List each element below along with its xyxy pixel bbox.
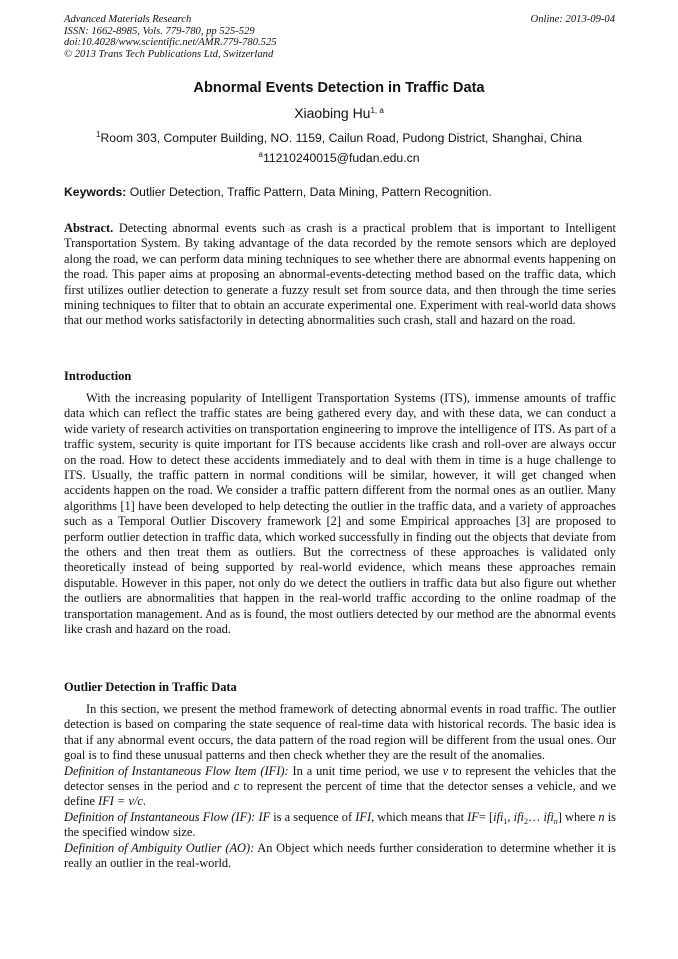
definition-ao: Definition of Ambiguity Outlier (AO): An Object which needs further consideration to determine whether it is really an outlier in the real-world.: [64, 840, 617, 871]
journal-header: [64, 14, 277, 60]
definition-ao-term: Definition of Ambiguity Outlier (AO):: [64, 840, 255, 855]
email-address: 11210240015@fudan.edu.cn: [262, 151, 420, 165]
definition-ifi: Definition of Instantaneous Flow Item (IFI): In a unit time period, we use v to represent the vehicles that the detector senses in the period and c to represent the percent of time that the detector senses a vehicle, and we define IFI = v/c.: [64, 763, 617, 809]
affiliation-text: Room 303, Computer Building, NO. 1159, Cailun Road, Pudong District, Shanghai, China: [100, 131, 582, 145]
copyright-line: © 2013 Trans Tech Publications Ltd, Switzerland: [64, 48, 274, 60]
abstract: [64, 221, 616, 329]
abstract-text: Detecting abnormal events such as crash is a practical problem that is important to Intelligent Transportation System. By taking advantage of the data recorded by the remote sensors which are deployed along the road, we can perform data mining techniques to see whether there are abnormal events happening on the road. This paper aims at proposing an abnormal-events-detecting method based on the traffic data, which first utilizes outlier detection to generate a fuzzy result set from source data, and then through the time series mining techniques to filter that to obtain an accurate experimental one. Experiment with real-world data shows that our method works satisfactorily in detecting abnormalities such crash, stall and hazard on the road.: [64, 221, 616, 328]
introduction-heading: Introduction: [64, 369, 132, 383]
affiliation: [0, 131, 678, 145]
email-sup: a: [258, 150, 263, 159]
paper-title: Abnormal Events Detection in Traffic Data: [193, 80, 485, 96]
doi-line: doi:10.4028/www.scientific.net/AMR.779-780.525: [64, 37, 277, 49]
definition-if: Definition of Instantaneous Flow (IF): IF is a sequence of IFI, which means that IF= [ifi$_1$, ifi$_2$… ifi$_n$] where n is the specified window size.: [64, 809, 616, 840]
email-line: [0, 151, 678, 165]
introduction-body: [64, 391, 616, 638]
outlier-body: [64, 702, 616, 871]
affiliation-sup: 1: [96, 130, 101, 139]
keywords-label: Keywords:: [64, 185, 127, 199]
outlier-paragraph: In this section, we present the method framework of detecting abnormal events in road traffic. The outlier detection is based on comparing the state sequence of real-time data with historical records. The basic idea is that if any abnormal event occurs, the data pattern of the road region will be different from the usual ones. Our goal is to find these unusual patterns and then check whether they are the result of the anomalies.: [64, 702, 616, 763]
author-sup: 1, a: [370, 106, 384, 115]
abstract-label: Abstract.: [64, 221, 114, 235]
online-date: Online: 2013-09-04: [530, 14, 615, 25]
keywords: [64, 185, 616, 199]
keywords-text: Outlier Detection, Traffic Pattern, Data Mining, Pattern Recognition.: [129, 185, 492, 199]
journal-name: Advanced Materials Research: [64, 14, 192, 25]
introduction-paragraph: With the increasing popularity of Intelligent Transportation Systems (ITS), immense amounts of traffic data which can reflect the traffic states are being gathered every day, and with these data, we can conduct a wide variety of research activities on transportation engineering to improve the intelligence of ITS. As part of a traffic system, security is quite important for ITS because accidents like crash and roll-over are always occur on the road. How to detect these accidents immediately and to deal with them in time is a huge challenge to ITS. Usually, the traffic pattern in normal conditions will be similar, however, it will get changed when accidents happen on the road. We consider a traffic pattern different from the normal ones as an outlier. Many algorithms [1] have been developed to help detecting the outlier in the traffic data, and a variety of approaches such as a Temporal Outlier Discovery framework [2] and some Empirical approaches [3] are proposed to perform outlier detection in traffic data, which worked successfully in finding out the objects that deviate from the others and then treat them as outliers. But the correctness of these approaches is validated only theoretically instead of being supported by real-world evidence, which means these approaches remain disputable. However in this paper, not only do we detect the outliers in traffic data but also figure out whether the outliers are abnormalities that happen in the real-world traffic according to the online roadmap of the transportation management. And as is found, the most outliers detected by our method are the abnormal events like crash and hazard on the road.: [64, 391, 616, 637]
definition-ifi-term: Definition of Instantaneous Flow Item (IFI):: [64, 763, 289, 778]
issn-line: ISSN: 1662-8985, Vols. 779-780, pp 525-529: [64, 25, 255, 37]
author-name: Xiaobing Hu: [294, 105, 371, 121]
outlier-heading: Outlier Detection in Traffic Data: [64, 680, 237, 694]
definition-if-term: Definition of Instantaneous Flow (IF):: [64, 809, 256, 824]
author-line: [0, 105, 678, 121]
